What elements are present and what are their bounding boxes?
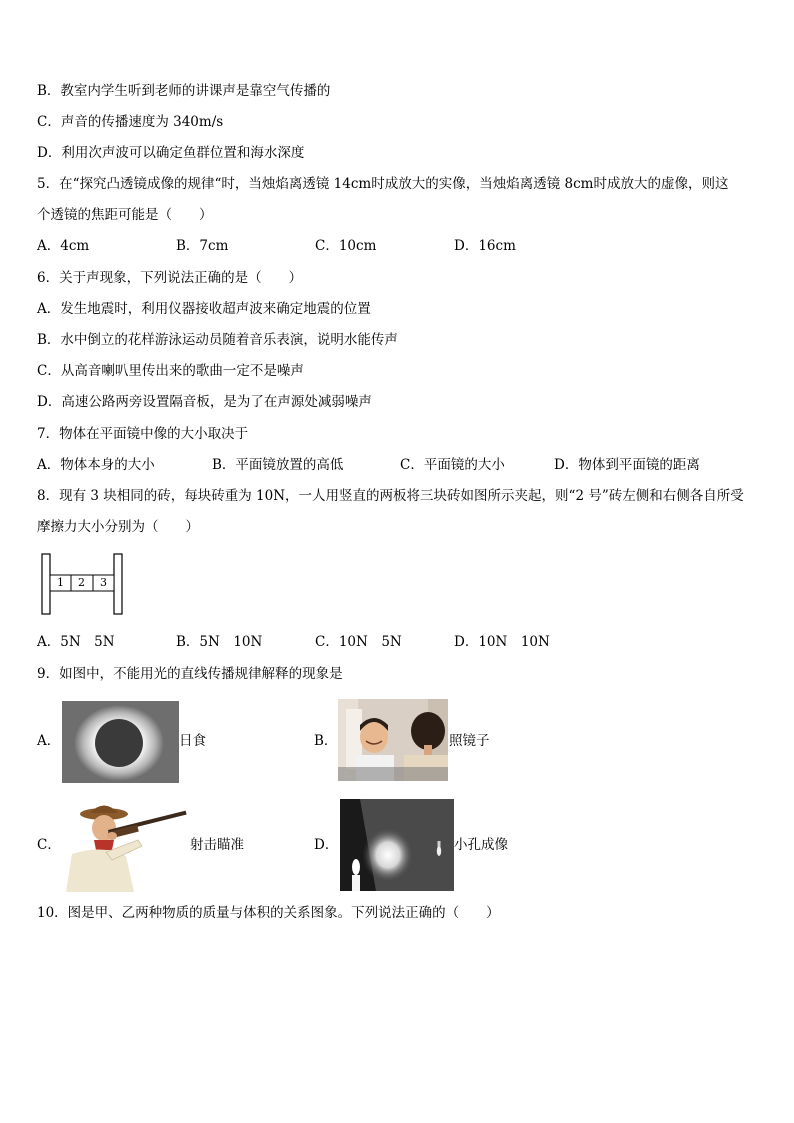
- q10-stem: 10．图是甲、乙两种物质的质量与体积的关系图象。下列说法正确的（ ）: [37, 905, 500, 921]
- brick-label-3: 3: [100, 576, 107, 589]
- brick-label-2: 2: [78, 576, 85, 589]
- q9-option-b-caption: 照镜子: [449, 733, 490, 749]
- q8-stem-line1: 8．现有 3 块相同的砖，每块砖重为 10N，一人用竖直的两板将三块砖如图所示夹起，则“2 号”砖左侧和右侧各自所受: [37, 488, 744, 504]
- mirror-boy-image: [338, 699, 448, 781]
- q4-option-b: B．教室内学生听到老师的讲课声是靠空气传播的: [37, 83, 331, 99]
- brick-clamp-figure: [40, 553, 124, 615]
- q4-option-d: D．利用次声波可以确定鱼群位置和海水深度: [37, 145, 305, 161]
- q5-option-c: C．10cm: [315, 238, 377, 254]
- q7-option-a: A．物体本身的大小: [37, 457, 155, 473]
- q9-option-d-letter: D．: [314, 837, 339, 853]
- q6-stem: 6．关于声现象，下列说法正确的是（ ）: [37, 270, 303, 286]
- right-board: [114, 554, 122, 614]
- q5-option-a: A．4cm: [37, 238, 90, 254]
- shooting-aim-image: [62, 800, 190, 892]
- q8-option-b: B．5N 10N: [176, 634, 263, 650]
- q9-option-d-caption: 小孔成像: [454, 837, 508, 853]
- q5-option-d: D．16cm: [454, 238, 516, 254]
- q9-stem: 9．如图中，不能用光的直线传播规律解释的现象是: [37, 666, 343, 682]
- q7-option-c: C．平面镜的大小: [400, 457, 505, 473]
- q9-option-c-caption: 射击瞄准: [190, 837, 244, 853]
- brick-label-1: 1: [57, 576, 64, 589]
- q5-stem-line1: 5．在“探究凸透镜成像的规律“时，当烛焰离透镜 14cm时成放大的实像，当烛焰离透镜 8cm时成放大的虚像，则这: [37, 176, 729, 192]
- q8-stem-line2: 摩擦力大小分别为（ ）: [37, 519, 199, 535]
- q5-stem-line2: 个透镜的焦距可能是（ ）: [37, 207, 213, 223]
- solar-eclipse-image: [62, 701, 179, 783]
- q6-option-b: B．水中倒立的花样游泳运动员随着音乐表演，说明水能传声: [37, 332, 398, 348]
- q8-option-a: A．5N 5N: [37, 634, 115, 650]
- q7-stem: 7．物体在平面镜中像的大小取决于: [37, 426, 249, 442]
- q6-option-d: D．高速公路两旁设置隔音板，是为了在声源处减弱噪声: [37, 394, 372, 410]
- q9-option-c-letter: C．: [37, 837, 61, 853]
- q9-option-a-caption: 日食: [179, 733, 206, 749]
- q9-option-b-letter: B．: [314, 733, 338, 749]
- q5-option-b: B．7cm: [176, 238, 229, 254]
- q7-option-b: B．平面镜放置的高低: [212, 457, 344, 473]
- q8-option-c: C．10N 5N: [315, 634, 402, 650]
- left-board: [42, 554, 50, 614]
- q9-option-a-letter: A．: [37, 733, 61, 749]
- q7-option-d: D．物体到平面镜的距离: [554, 457, 700, 473]
- q6-option-c: C．从高音喇叭里传出来的歌曲一定不是噪声: [37, 363, 304, 379]
- q6-option-a: A．发生地震时，利用仪器接收超声波来确定地震的位置: [37, 301, 371, 317]
- q8-option-d: D．10N 10N: [454, 634, 550, 650]
- pinhole-imaging-image: [340, 799, 454, 891]
- q4-option-c: C．声音的传播速度为 340m/s: [37, 114, 224, 130]
